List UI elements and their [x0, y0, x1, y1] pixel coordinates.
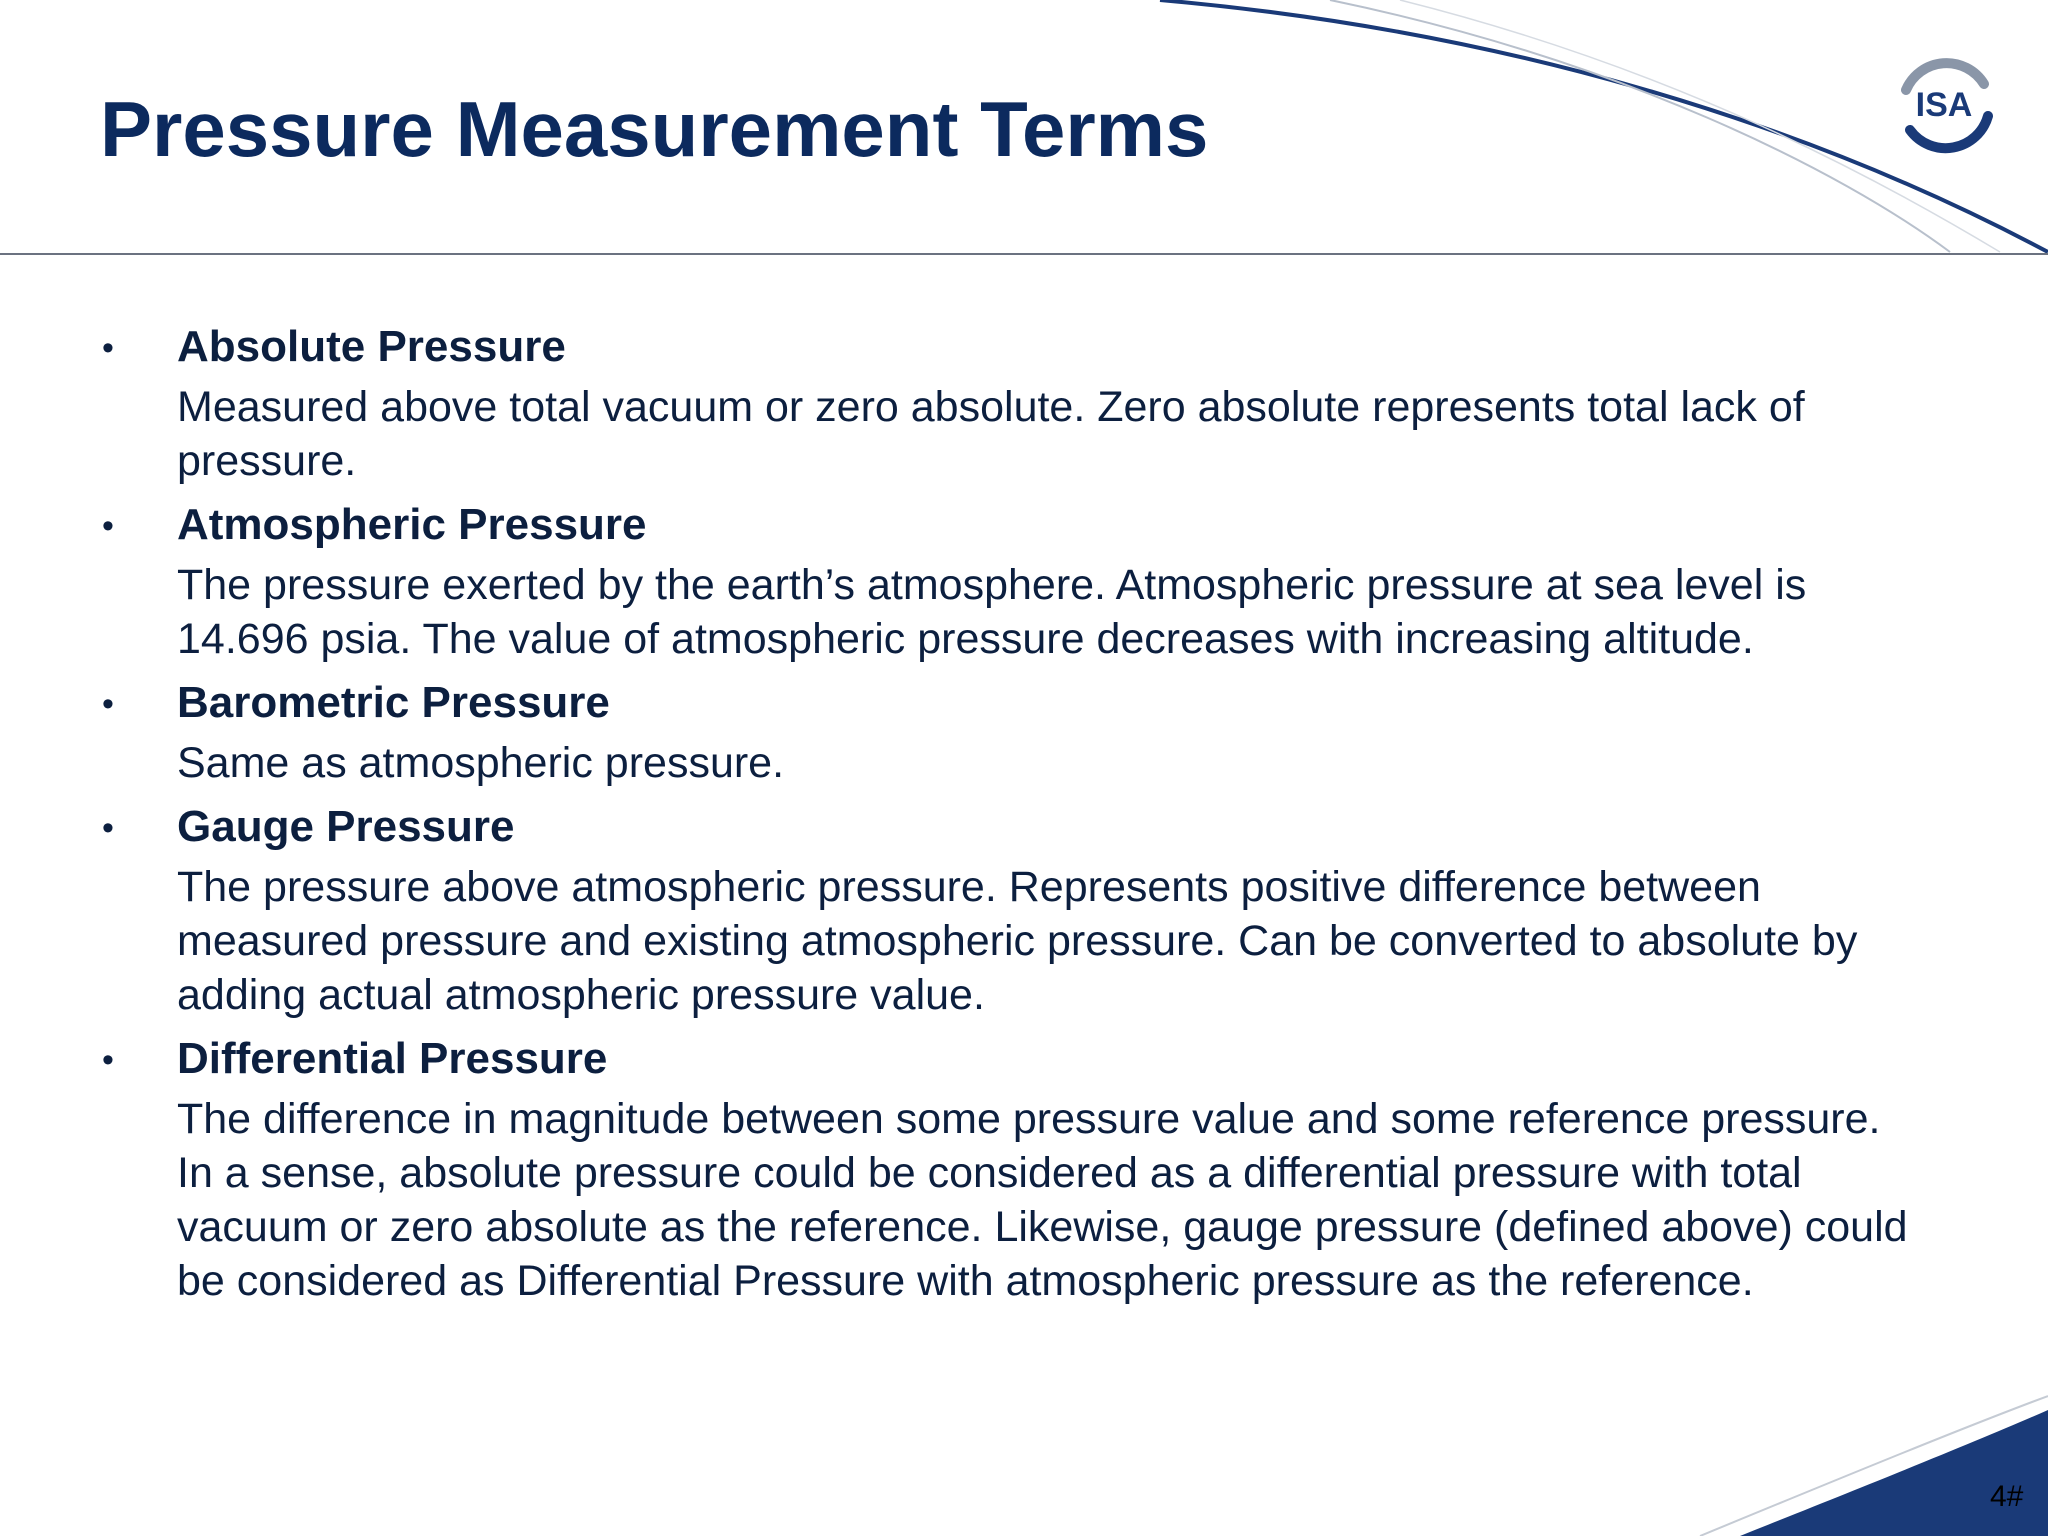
term-item [0, 494, 1917, 666]
term-title: Atmospheric Pressure [177, 500, 647, 549]
term-item [0, 672, 1917, 790]
term-definition: The difference in magnitude between some pressure value and some reference pressure. In a sense, absolute pressure could be considered as a differential pressure with total vacuum or zero absolute as the reference. Likewise, gauge pressure (defined above) could be considered as Differential Pressure with atmospheric pressure as the reference. [177, 1095, 1908, 1305]
header-divider [0, 253, 2048, 255]
page-title: Pressure Measurement Terms [100, 85, 1209, 173]
term-title: Barometric Pressure [177, 678, 610, 727]
term-definition: The pressure exerted by the earth’s atmosphere. Atmospheric pressure at sea level is 14.696 psia. The value of atmospheric pressure decreases with increasing altitude. [177, 561, 1807, 663]
logo-text: ISA [1915, 86, 1973, 124]
term-title: Absolute Pressure [177, 322, 566, 371]
bullet-icon: • [102, 329, 114, 367]
term-title: Gauge Pressure [177, 802, 515, 851]
bullet-icon: • [102, 809, 114, 847]
bullet-icon: • [102, 1041, 114, 1079]
term-definition: Measured above total vacuum or zero absolute. Zero absolute represents total lack of pressure. [177, 383, 1805, 485]
term-title: Differential Pressure [177, 1034, 608, 1083]
bullet-icon: • [102, 685, 114, 723]
term-definition: The pressure above atmospheric pressure. Represents positive difference between measured pressure and existing atmospheric pressure. Can be converted to absolute by adding actual atmospheric pressure value. [177, 863, 1858, 1019]
term-item [0, 1028, 1917, 1308]
isa-logo [1888, 50, 2000, 162]
term-item [0, 796, 1917, 1022]
page-number: 4# [1990, 1480, 2024, 1513]
bullet-icon: • [102, 507, 114, 545]
term-item [0, 316, 1917, 488]
term-definition: Same as atmospheric pressure. [177, 739, 785, 787]
terms-list [0, 316, 2048, 1314]
